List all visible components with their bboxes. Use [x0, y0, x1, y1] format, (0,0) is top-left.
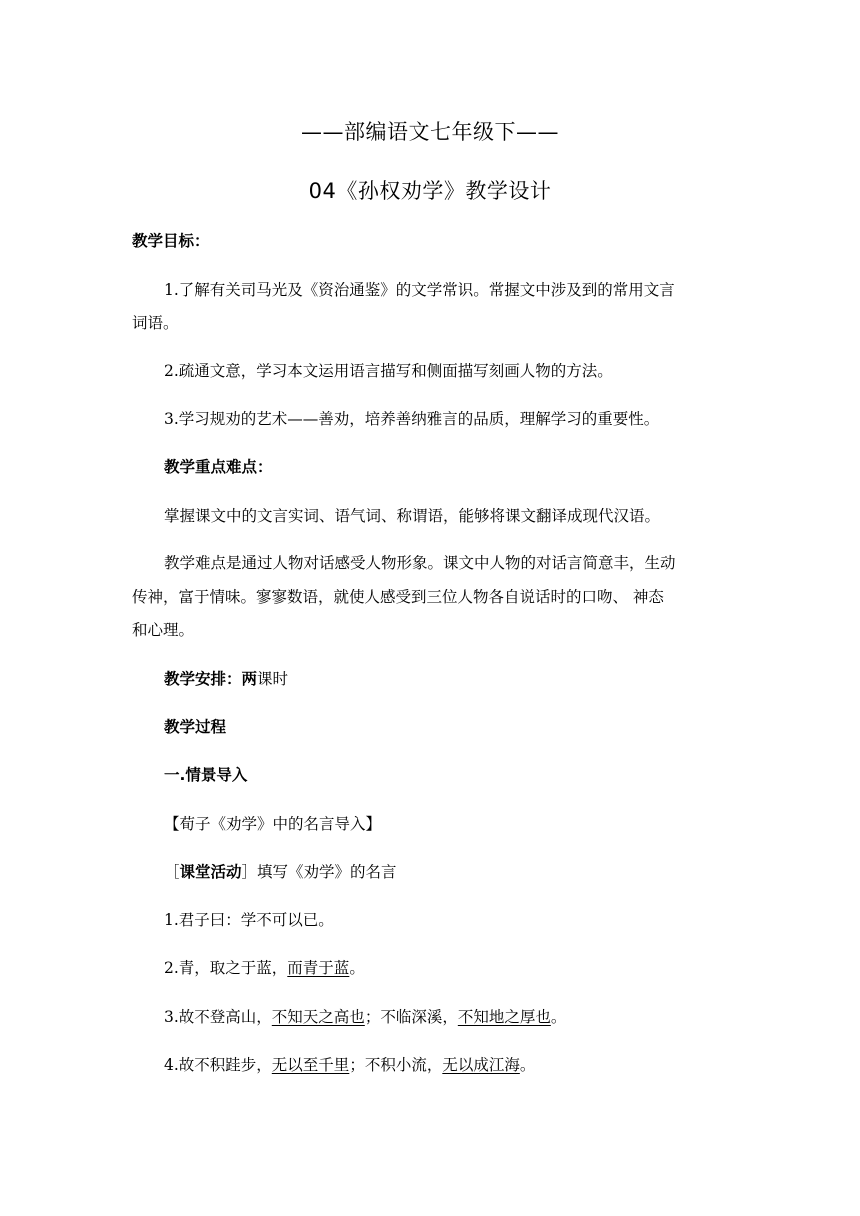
- intro-line: 【荀子《劝学》中的名言导入】: [164, 815, 382, 833]
- quote-3-middle: ；不临深溪，: [364, 1008, 458, 1026]
- quote-2: [164, 958, 764, 978]
- activity-bracket-open: ［: [164, 863, 180, 881]
- quote-4-answer-2: 无以成江海: [442, 1056, 520, 1074]
- arrangement-label: 教学安排：: [164, 670, 242, 688]
- quote-4-answer-1: 无以至千里: [271, 1056, 350, 1074]
- quote-1: 1.君子曰：学不可以已。: [164, 911, 334, 929]
- quote-4-prefix: 4.故不积跬步，: [164, 1056, 272, 1074]
- activity-bracket-close: ］: [241, 863, 258, 881]
- goal-item-1-continued: 词语。: [132, 314, 179, 332]
- quote-4-middle: ；不积小流，: [349, 1056, 443, 1074]
- keypoints-paragraph-2: 教学难点是通过人物对话感受人物形象。课文中人物的对话言简意丰，生动: [164, 554, 676, 572]
- arrangement-value: 两: [241, 670, 258, 688]
- goal-item-3: 3.学习规劝的艺术——善劝，培养善纳雅言的品质，理解学习的重要性。: [164, 410, 660, 428]
- goal-item-2: 2.疏通文意，学习本文运用语言描写和侧面描写刻画人物的方法。: [164, 362, 613, 380]
- page-title: 04《孙权劝学》教学设计: [308, 179, 552, 203]
- arrangement-line: [164, 669, 764, 689]
- section-heading-1: 一.情景导入: [164, 766, 248, 784]
- quote-3-answer-1: 不知天之高也: [271, 1008, 365, 1026]
- goal-item-1: 1.了解有关司马光及《资治通鉴》的文学常识。常握文中涉及到的常用文言: [164, 281, 675, 299]
- quote-3-suffix: 。: [550, 1008, 567, 1026]
- arrangement-rest: 课时: [257, 670, 289, 688]
- quote-2-prefix: 2.青，取之于蓝，: [164, 959, 288, 977]
- keypoints-paragraph-2-line-2: 传神，富于情味。寥寥数语，就使人感受到三位人物各自说话时的口吻、 神态: [132, 588, 664, 606]
- process-heading: 教学过程: [164, 718, 227, 736]
- activity-line: [164, 862, 764, 882]
- keypoints-paragraph-1: 掌握课文中的文言实词、语气词、称谓语，能够将课文翻译成现代汉语。: [164, 507, 661, 525]
- keypoints-paragraph-2-line-3: 和心理。: [132, 621, 195, 639]
- quote-4: [164, 1055, 764, 1075]
- quote-4-suffix: 。: [519, 1056, 536, 1074]
- activity-text: 填写《劝学》的名言: [257, 863, 397, 881]
- quote-3-prefix: 3.故不登高山，: [164, 1008, 272, 1026]
- activity-label: 课堂活动: [179, 863, 242, 881]
- quote-3-answer-2: 不知地之厚也: [457, 1008, 551, 1026]
- goals-heading: 教学目标：: [132, 232, 210, 250]
- keypoints-heading: 教学重点难点：: [164, 458, 273, 476]
- quote-2-suffix: 。: [349, 959, 365, 977]
- quote-2-answer: 而青于蓝: [287, 959, 350, 977]
- quote-3: [164, 1007, 764, 1027]
- series-title: ——部编语文七年级下——: [301, 120, 559, 144]
